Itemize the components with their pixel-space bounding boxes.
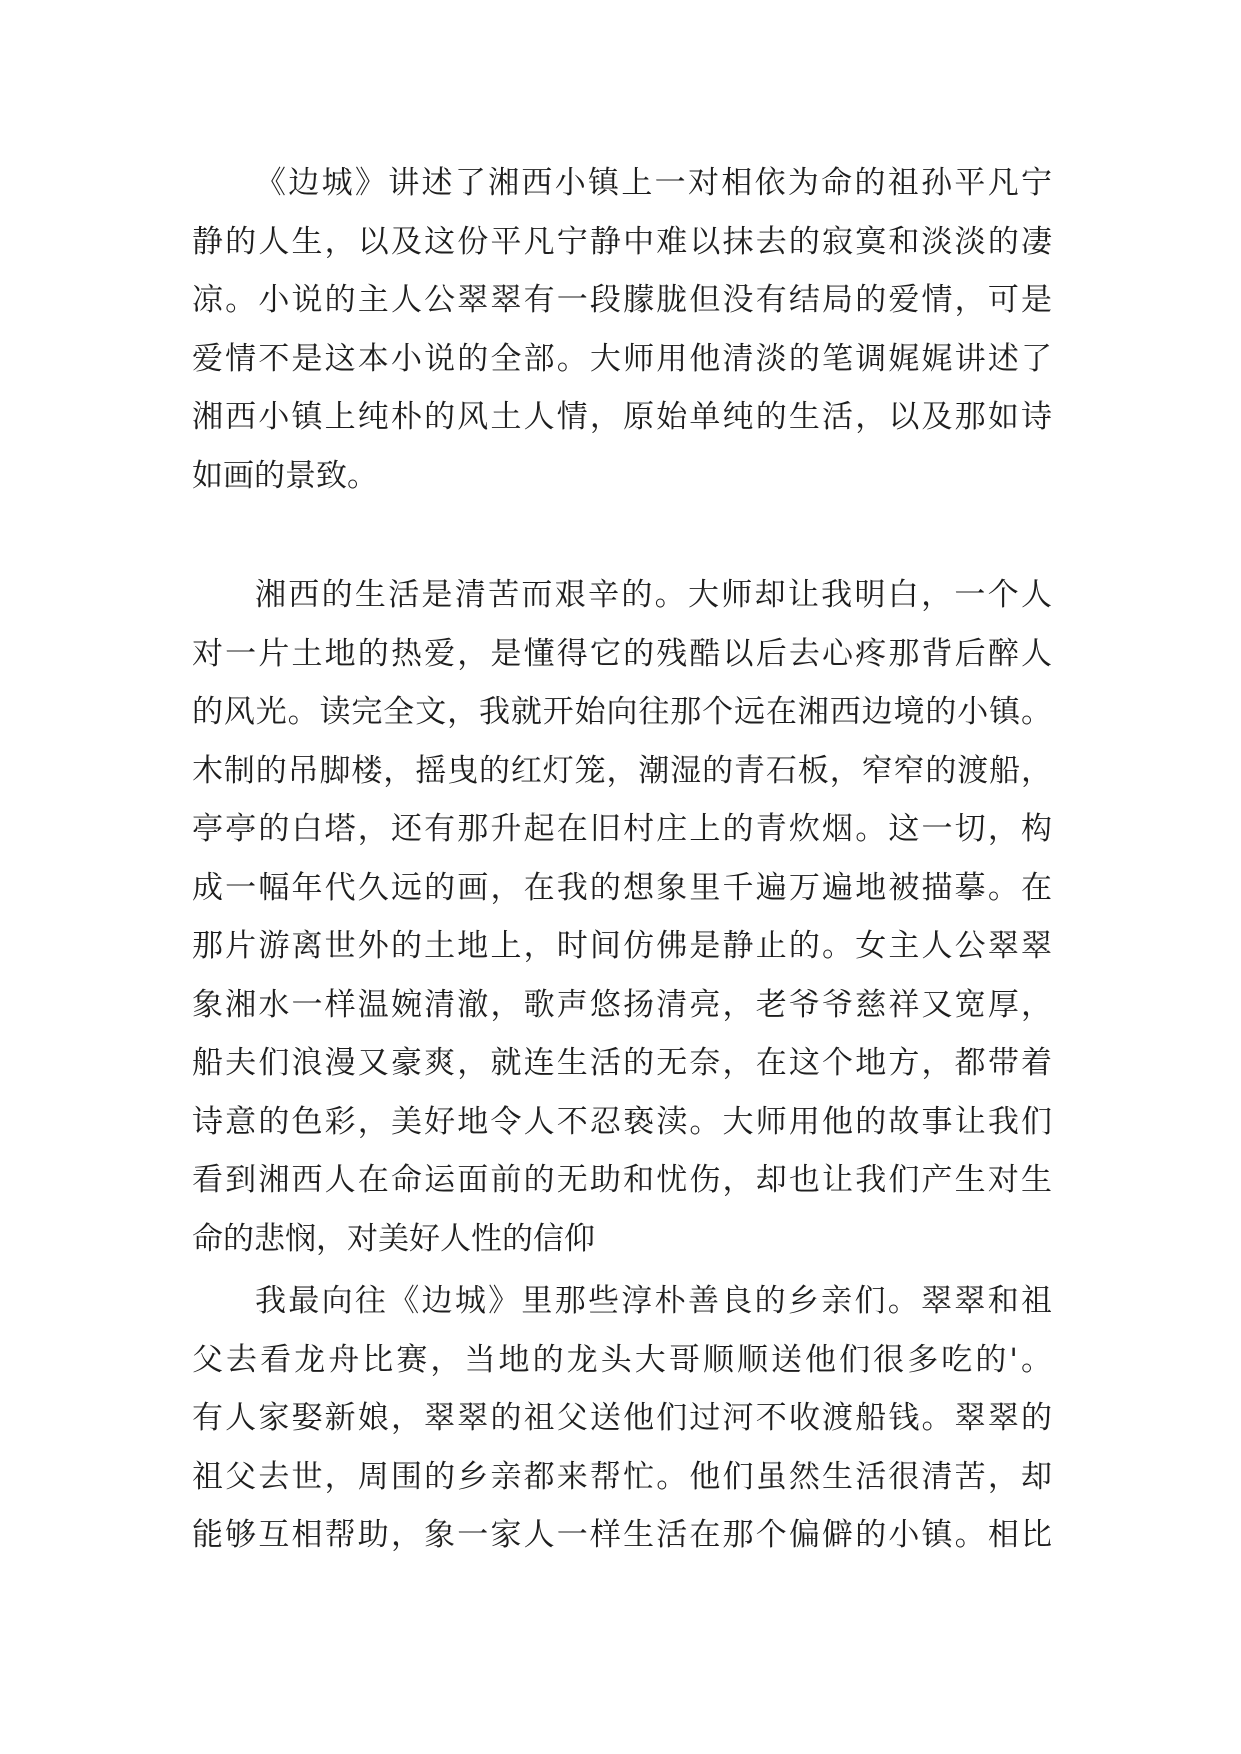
paragraph-line: 那片游离世外的土地上，时间仿佛是静止的。女主人公翠翠 bbox=[192, 928, 1052, 964]
paragraph-line: 《边城》讲述了湘西小镇上一对相依为命的祖孙平凡宁 bbox=[255, 165, 1052, 201]
paragraph-line: 亭亭的白塔，还有那升起在旧村庄上的青炊烟。这一切，构 bbox=[192, 811, 1052, 847]
paragraph-line: 诗意的色彩，美好地令人不忍亵渎。大师用他的故事让我们 bbox=[192, 1103, 1052, 1140]
paragraph-line: 湘西小镇上纯朴的风土人情，原始单纯的生活，以及那如诗 bbox=[192, 399, 1052, 435]
paragraph-line: 木制的吊脚楼，摇曳的红灯笼，潮湿的青石板，窄窄的渡船， bbox=[192, 752, 1052, 789]
paragraph-line: 对一片土地的热爱，是懂得它的残酷以后去心疼那背后醉人 bbox=[192, 635, 1052, 672]
paragraph-line: 湘西的生活是清苦而艰辛的。大师却让我明白，一个人 bbox=[255, 577, 1052, 613]
paragraph-line: 能够互相帮助，象一家人一样生活在那个偏僻的小镇。相比 bbox=[192, 1517, 1052, 1553]
paragraph-line: 爱情不是这本小说的全部。大师用他清淡的笔调娓娓讲述了 bbox=[192, 340, 1052, 377]
paragraph-3 bbox=[192, 1272, 1052, 1565]
paragraph-line: 成一幅年代久远的画，在我的想象里千遍万遍地被描摹。在 bbox=[192, 869, 1052, 906]
paragraph-line: 如画的景致。 bbox=[192, 457, 378, 494]
paragraph-line: 船夫们浪漫又豪爽，就连生活的无奈，在这个地方，都带着 bbox=[192, 1045, 1052, 1081]
paragraph-line: 象湘水一样温婉清澈，歌声悠扬清亮，老爷爷慈祥又宽厚， bbox=[192, 986, 1052, 1023]
paragraph-line: 祖父去世，周围的乡亲都来帮忙。他们虽然生活很清苦，却 bbox=[192, 1458, 1052, 1495]
paragraph-line: 看到湘西人在命运面前的无助和忧伤，却也让我们产生对生 bbox=[192, 1162, 1052, 1198]
paragraph-line: 命的悲悯，对美好人性的信仰 bbox=[192, 1220, 595, 1257]
paragraph-line: 父去看龙舟比赛，当地的龙头大哥顺顺送他们很多吃的'。 bbox=[192, 1341, 1052, 1378]
paragraph-line: 有人家娶新娘，翠翠的祖父送他们过河不收渡船钱。翠翠的 bbox=[192, 1400, 1052, 1436]
paragraph-line: 我最向往《边城》里那些淳朴善良的乡亲们。翠翠和祖 bbox=[255, 1283, 1052, 1319]
paragraph-line: 的风光。读完全文，我就开始向往那个远在湘西边境的小镇。 bbox=[192, 694, 1052, 730]
paragraph-1 bbox=[192, 154, 1052, 505]
paragraph-line: 凉。小说的主人公翠翠有一段朦胧但没有结局的爱情，可是 bbox=[192, 282, 1052, 318]
paragraph-2 bbox=[192, 566, 1052, 1268]
paragraph-line: 静的人生，以及这份平凡宁静中难以抹去的寂寞和淡淡的凄 bbox=[192, 223, 1052, 260]
